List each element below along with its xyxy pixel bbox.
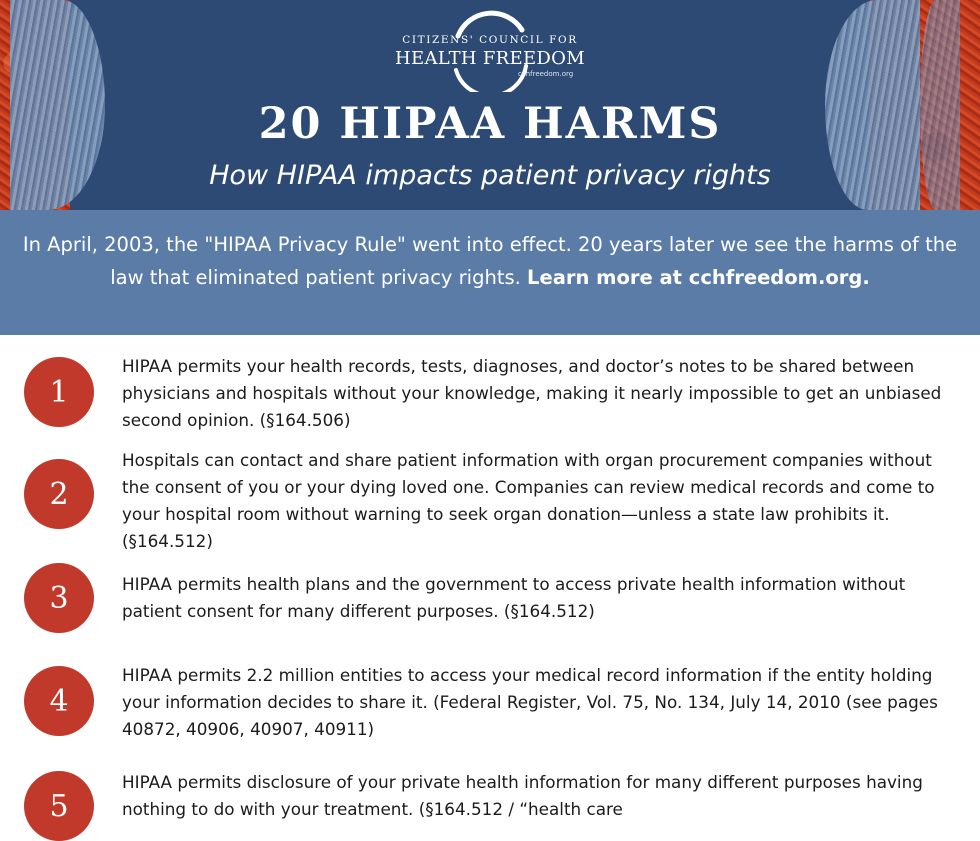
intro-band — [0, 210, 980, 335]
harm-text: HIPAA permits your health records, tests, diagnoses, and doctor’s notes to be shared between physicians and hospitals without your knowledge, making it nearly impossible to get an unbiased second opinion. (§164.506) — [122, 356, 942, 430]
number-badge: 4 — [24, 666, 94, 736]
cchf-logo[interactable] — [390, 8, 590, 92]
number-badge: 3 — [24, 563, 94, 633]
logo-line-2: HEALTH FREEDOM — [395, 48, 585, 69]
number-badge: 2 — [24, 459, 94, 529]
page-subtitle: How HIPAA impacts patient privacy rights — [209, 160, 771, 191]
number-badge: 5 — [24, 771, 94, 841]
page-title: 20 HIPAA HARMS — [258, 99, 722, 149]
harm-text: HIPAA permits 2.2 million entities to access your medical record information if the entity holding your information decides to share it. (Federal Register, Vol. 75, No. 134, July 14, 2010 (see pages 40872, 40906, 40907, 40911) — [122, 665, 938, 739]
harm-text: Hospitals can contact and share patient information with organ procurement companies without the consent of you or your dying loved one. Companies can review medical records and come to your hospital room without warning to seek organ donation—unless a state law prohibits it. (§164.512) — [122, 450, 935, 551]
intro-text: In April, 2003, the "HIPAA Privacy Rule" went into effect. 20 years later we see the harms of the law that eliminated patient privacy rights. — [22, 233, 958, 289]
harm-text: HIPAA permits health plans and the government to access private health information without patient consent for many different purposes. (§164.512) — [122, 574, 906, 621]
header-banner — [0, 0, 980, 210]
intro-link[interactable]: Learn more at cchfreedom.org. — [527, 266, 870, 289]
harm-text: HIPAA permits disclosure of your private health information for many different purposes having nothing to do with your treatment. (§164.512 / “health care — [122, 772, 923, 819]
logo-line-1: CITIZENS' COUNCIL FOR — [402, 34, 578, 46]
number-badge: 1 — [24, 357, 94, 427]
logo-url: cchfreedom.org — [518, 70, 574, 78]
